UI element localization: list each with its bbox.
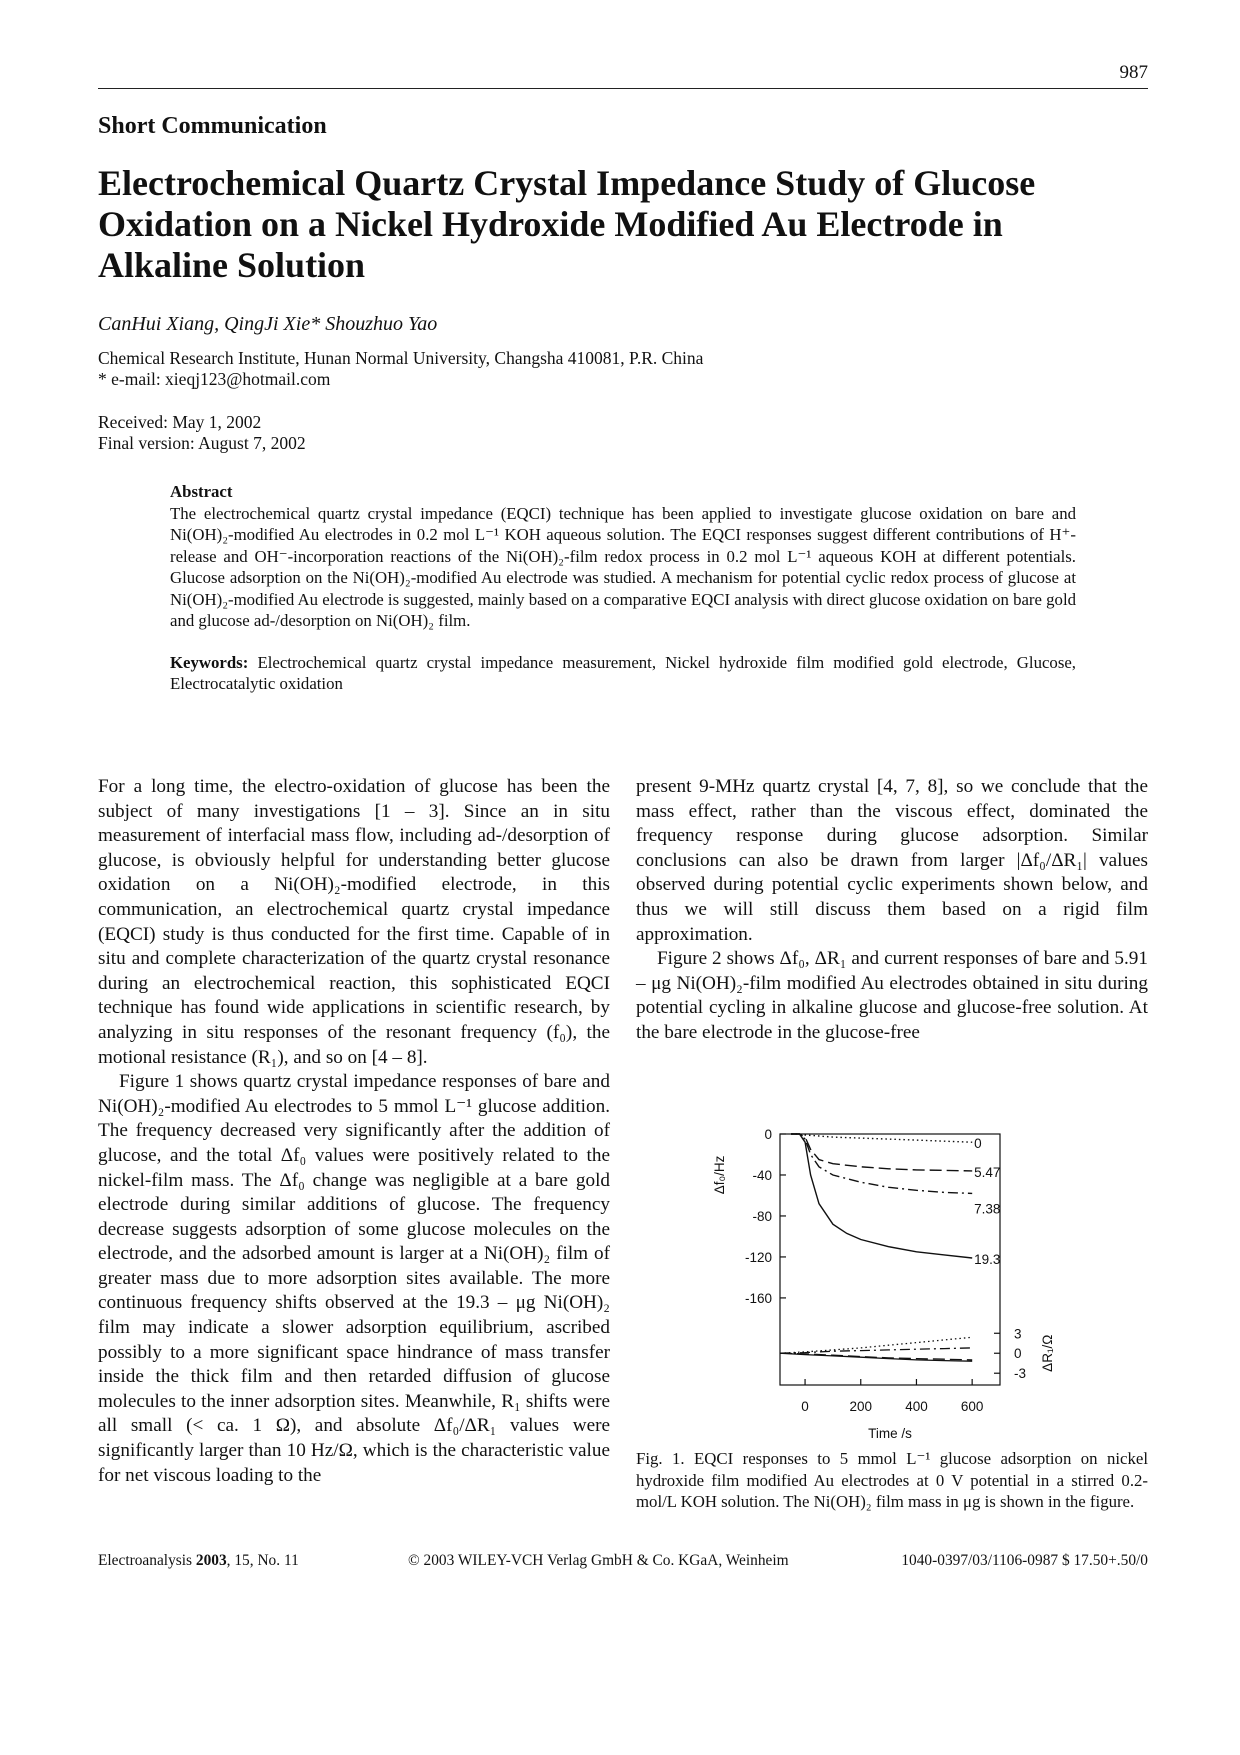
x-axis-label: Time /s [868,1426,912,1441]
page-number: 987 [1119,62,1148,83]
body-paragraph: For a long time, the electro-oxidation of glucose has been the subject of many investigations [1 – 3]. Since an in situ measurement of interfacial mass flow, including ad-/desorption of glucose, is obviously helpful for understanding better glucose oxidation on a Ni(OH)₂-modified electrode, in this communication, an electrochemical quartz crystal impedance (EQCI) study is thus conducted for the first time. Capable of in situ and complete characterization of the quartz crystal resonance during an electrochemical reaction, this sophisticated EQCI technique has found wide applications in scientific research, by analyzing in situ responses of the resonant frequency (f₀), the motional resistance (R₁), and so on [4 – 8]. [98,776,610,1068]
final-version-date: Final version: August 7, 2002 [98,433,306,453]
y2-tick-label: -3 [1014,1366,1027,1382]
y-tick-label: -120 [744,1249,772,1265]
y-axis-label: Δf₀/Hz [712,1155,727,1195]
x-tick-label: 600 [960,1399,984,1414]
x-tick-label: 400 [905,1399,928,1414]
y2-tick-label: 0 [1014,1346,1022,1362]
series-label: 0 [974,1136,982,1152]
abstract-text: The electrochemical quartz crystal impedance (EQCI) technique has been applied to investigate glucose oxidation on bare and Ni(OH)₂-modified Au electrodes in 0.2 mol L⁻¹ KOH aqueous solution. The EQCI responses suggest different contributions of H⁺-release and OH⁻-incorporation reactions of the Ni(OH)₂-film redox process in 0.2 mol L⁻¹ aqueous KOH at different potentials. Glucose adsorption on the Ni(OH)₂-modified Au electrode was studied. A mechanism for potential cyclic redox process of glucose at Ni(OH)₂-modified Au electrode is suggested, mainly based on a comparative EQCI analysis with direct glucose oxidation on bare gold and glucose ad-/desorption on Ni(OH)₂ film. [170,503,1076,630]
journal-name: Electroanalysis [98,1552,196,1569]
series-line-r1-7.38 [780,1348,972,1353]
article-title: Electrochemical Quartz Crystal Impedance Study of Glucose Oxidation on a Nickel Hydroxide Modified Au Electrode in Alkaline Solution [98,163,1036,285]
journal-citation [98,1552,299,1570]
series-line-f0-7.38 [791,1134,972,1193]
corresponding-email: * e-mail: xieqj123@hotmail.com [98,369,331,389]
y2-axis-label: ΔR₁/Ω [1040,1334,1055,1372]
series-line-f0-19.3 [791,1134,972,1258]
y-tick-label: -80 [752,1208,772,1224]
abstract [170,481,1076,695]
figure-1 [700,1120,1100,1440]
y2-tick-label: 3 [1014,1326,1022,1342]
header-rule [98,88,1148,89]
body-paragraph: Figure 2 shows Δf₀, ΔR₁ and current responses of bare and 5.91 – μg Ni(OH)₂-film modified Au electrodes obtained in situ during potential cycling in alkaline glucose and glucose-free solution. At the bare electrode in the glucose-free [636,948,1148,1043]
keywords [170,652,1076,695]
series-label: 19.3 [974,1251,1001,1267]
figure-caption: Fig. 1. EQCI responses to 5 mmol L⁻¹ glucose adsorption on nickel hydroxide film modified Au electrodes at 0 V potential in a stirred 0.2-mol/L KOH solution. The Ni(OH)₂ film mass in μg is shown in the figure. [636,1449,1148,1511]
series-label: 7.38 [974,1201,1001,1217]
affiliation: Chemical Research Institute, Hunan Normal University, Changsha 410081, P.R. China [98,348,704,368]
eqci-chart [700,1120,1100,1440]
body-column-left [98,775,610,1488]
x-tick-label: 0 [801,1399,809,1414]
x-tick-label: 200 [849,1399,873,1414]
abstract-heading: Abstract [170,482,233,501]
y-tick-label: -160 [744,1290,772,1306]
keywords-text: Electrochemical quartz crystal impedance measurement, Nickel hydroxide film modified gold electrode, Glucose, Electrocatalytic oxidation [170,652,1076,693]
body-paragraph: present 9-MHz quartz crystal [4, 7, 8], so we conclude that the mass effect, rather than the viscous effect, dominated the frequency response during glucose adsorption. Similar conclusions can also be drawn from larger |Δf₀/ΔR₁| values observed during potential cyclic experiments shown below, and thus we will still discuss them based on a rigid film approximation. [636,776,1148,945]
series-label: 5.47 [974,1164,1001,1180]
section-label: Short Communication [98,113,327,139]
received-date: Received: May 1, 2002 [98,412,262,432]
y-tick-label: -40 [752,1167,772,1183]
journal-volume: , 15, No. 11 [226,1552,299,1569]
copyright-notice: © 2003 WILEY-VCH Verlag GmbH & Co. KGaA, Weinheim [408,1552,789,1569]
series-line-f0-0 [791,1134,972,1142]
body-paragraph: Figure 1 shows quartz crystal impedance responses of bare and Ni(OH)₂-modified Au electrodes to 5 mmol L⁻¹ glucose addition. The frequency decreased very significantly after the addition of glucose, and the total Δf₀ values were positively related to the nickel-film mass. The Δf₀ change was negligible at a bare gold electrode during similar additions of glucose. The frequency decrease suggests adsorption of some glucose molecules on the electrode, and the adsorbed amount is larger at a Ni(OH)₂ film of greater mass due to more adsorption sites available. The more continuous frequency shifts observed at the 19.3 – μg Ni(OH)₂ film may indicate a slower adsorption equilibrium, ascribed possibly to a more significant space hindrance of mass transfer inside the thick film and then retarded diffusion of glucose molecules to the inner adsorption sites. Meanwhile, R₁ shifts were all small (< ca. 1 Ω), and absolute Δf₀/ΔR₁ values were significantly larger than 10 Hz/Ω, which is the characteristic value for net viscous loading to the [98,1071,610,1486]
y-tick-label: 0 [764,1127,772,1142]
journal-year: 2003 [195,1552,227,1569]
body-column-right [636,775,1148,1046]
series-line-r1-0 [780,1337,972,1353]
keywords-heading: Keywords: [170,652,249,672]
issn-price: 1040-0397/03/1106-0987 $ 17.50+.50/0 [901,1552,1148,1569]
author-list: CanHui Xiang, QingJi Xie* Shouzhuo Yao [98,313,438,335]
plot-frame [780,1134,1000,1385]
